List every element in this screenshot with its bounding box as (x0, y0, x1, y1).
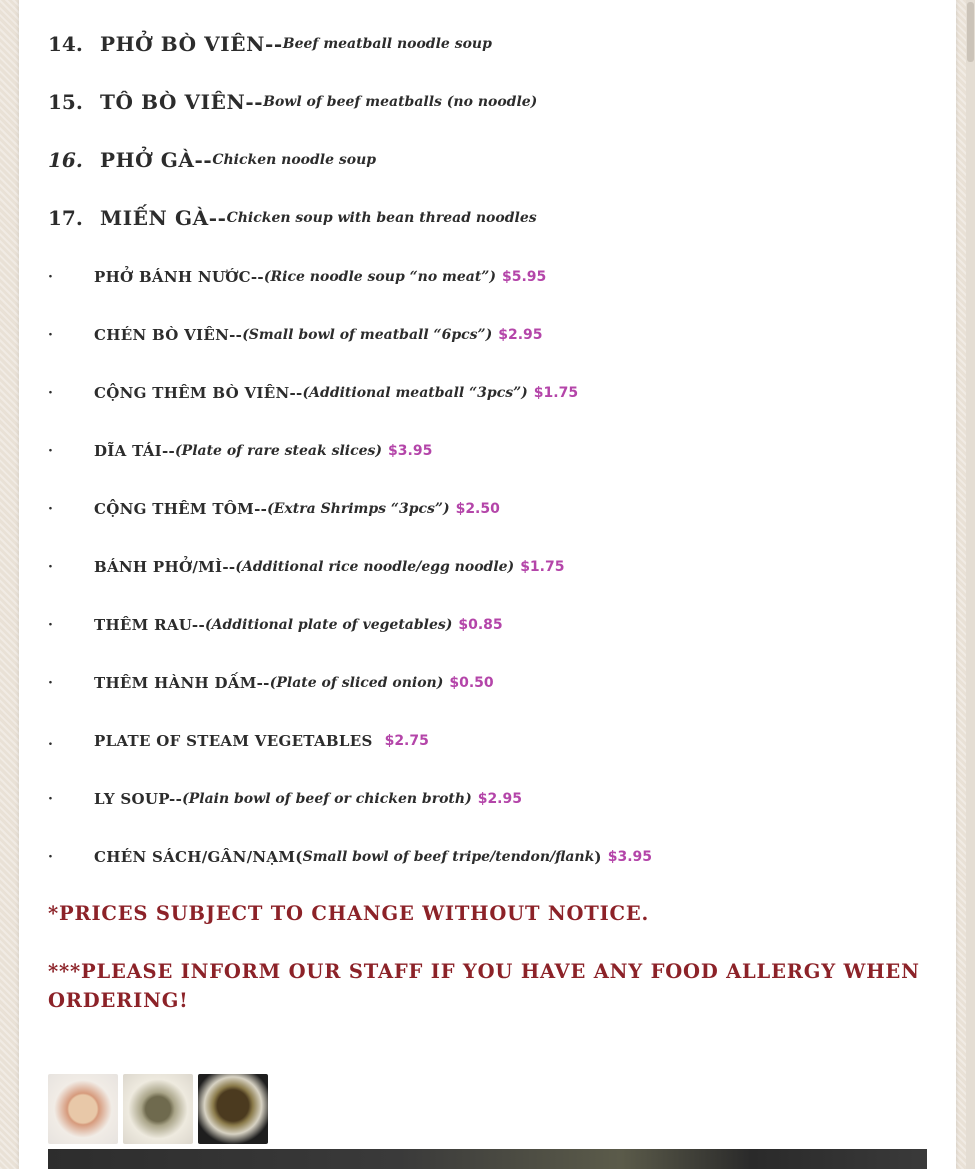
extra-description: (Rice noodle soup “no meat”) (263, 269, 496, 285)
bullet: · (48, 327, 53, 343)
extra-price: $1.75 (520, 559, 565, 575)
bullet: · (48, 269, 53, 285)
extra-description: (Plain bowl of beef or chicken broth) (182, 791, 472, 807)
bullet: · (48, 559, 53, 575)
item-number: 16. (48, 148, 83, 172)
bullet: · (48, 443, 53, 459)
extra-price: $0.50 (449, 675, 494, 691)
extra-name: THÊM HÀNH DẤM-- (94, 674, 270, 692)
extra-item (48, 315, 543, 355)
extra-item (48, 257, 546, 297)
extra-item (48, 373, 578, 413)
extra-name-close: ) (594, 848, 602, 866)
extra-item (48, 605, 503, 645)
item-number: 14. (48, 32, 83, 56)
beef-stew-thumb[interactable] (198, 1074, 268, 1144)
extra-name: LY SOUP-- (94, 790, 183, 808)
extra-name: DĨA TÁI-- (94, 442, 176, 460)
extra-description: (Additional plate of vegetables) (204, 617, 453, 633)
extra-item (48, 547, 564, 587)
featured-image (48, 1149, 927, 1169)
scrollbar-thumb[interactable] (967, 2, 974, 62)
bullet: · (48, 617, 53, 633)
extra-price: $0.85 (458, 617, 503, 633)
item-description: Bowl of beef meatballs (no noodle) (263, 94, 538, 110)
extra-description: (Additional meatball “3pcs”) (302, 385, 528, 401)
item-name: MIẾN GÀ-- (100, 206, 227, 230)
bullet: · (48, 675, 53, 691)
extra-description: Small bowl of beef tripe/tendon/flank (302, 849, 595, 865)
item-description: Chicken noodle soup (212, 152, 377, 168)
extra-price: $3.95 (607, 849, 653, 865)
price-notice: *PRICES SUBJECT TO CHANGE WITHOUT NOTICE. (48, 902, 650, 925)
item-name: PHỞ BÒ VIÊN-- (100, 32, 283, 56)
extra-item (48, 663, 494, 703)
extra-item (48, 431, 432, 471)
item-number: 17. (48, 206, 83, 230)
extra-price: $2.50 (455, 501, 500, 517)
menu-item-15 (48, 82, 537, 122)
extra-price: $5.95 (502, 269, 547, 285)
extra-price: $2.75 (384, 733, 429, 749)
extra-name: PLATE OF STEAM VEGETABLES (94, 732, 373, 750)
item-description: Beef meatball noodle soup (282, 36, 492, 52)
extra-name: CỘNG THÊM TÔM-- (94, 500, 268, 518)
menu-page (19, 0, 956, 1169)
extra-name: BÁNH PHỞ/MÌ-- (94, 558, 236, 576)
bullet: · (48, 385, 53, 401)
extra-price: $2.95 (477, 791, 522, 807)
extra-description: (Additional rice noodle/egg noodle) (235, 559, 515, 575)
extra-name: CHÉN SÁCH/GÂN/NẠM( (94, 848, 303, 866)
extra-description: (Small bowl of meatball “6pcs”) (242, 327, 493, 343)
extra-description: (Plate of rare steak slices) (175, 443, 383, 459)
bullet: · (48, 501, 53, 517)
menu-item-14 (48, 24, 492, 64)
item-description: Chicken soup with bean thread noodles (226, 210, 537, 226)
item-name: TÔ BÒ VIÊN-- (100, 90, 264, 114)
extra-item (48, 489, 500, 529)
extra-price: $3.95 (388, 443, 433, 459)
extra-name: CHÉN BÒ VIÊN-- (94, 326, 243, 344)
bullet: . (48, 733, 53, 749)
extra-price: $2.95 (498, 327, 543, 343)
extra-item (48, 837, 652, 877)
scrollbar[interactable] (966, 0, 975, 1169)
item-name: PHỞ GÀ-- (100, 148, 213, 172)
extra-description: (Plate of sliced onion) (269, 675, 444, 691)
meatball-soup-thumb[interactable] (48, 1074, 118, 1144)
extra-name: CỘNG THÊM BÒ VIÊN-- (94, 384, 303, 402)
extra-price: $1.75 (533, 385, 579, 401)
bullet: · (48, 849, 53, 865)
extra-name: PHỞ BÁNH NƯỚC-- (94, 268, 264, 286)
extra-item (48, 779, 522, 819)
item-number: 15. (48, 90, 83, 114)
chicken-noodle-soup-thumb[interactable] (123, 1074, 193, 1144)
extra-name: THÊM RAU-- (94, 616, 205, 634)
extra-description: (Extra Shrimps “3pcs”) (267, 501, 450, 517)
allergy-notice: ***PLEASE INFORM OUR STAFF IF YOU HAVE ANY FOOD ALLERGY WHEN ORDERING! (48, 960, 920, 1012)
menu-item-17 (48, 198, 537, 238)
extra-item (48, 721, 429, 761)
menu-item-16 (48, 140, 376, 180)
bullet: · (48, 791, 53, 807)
